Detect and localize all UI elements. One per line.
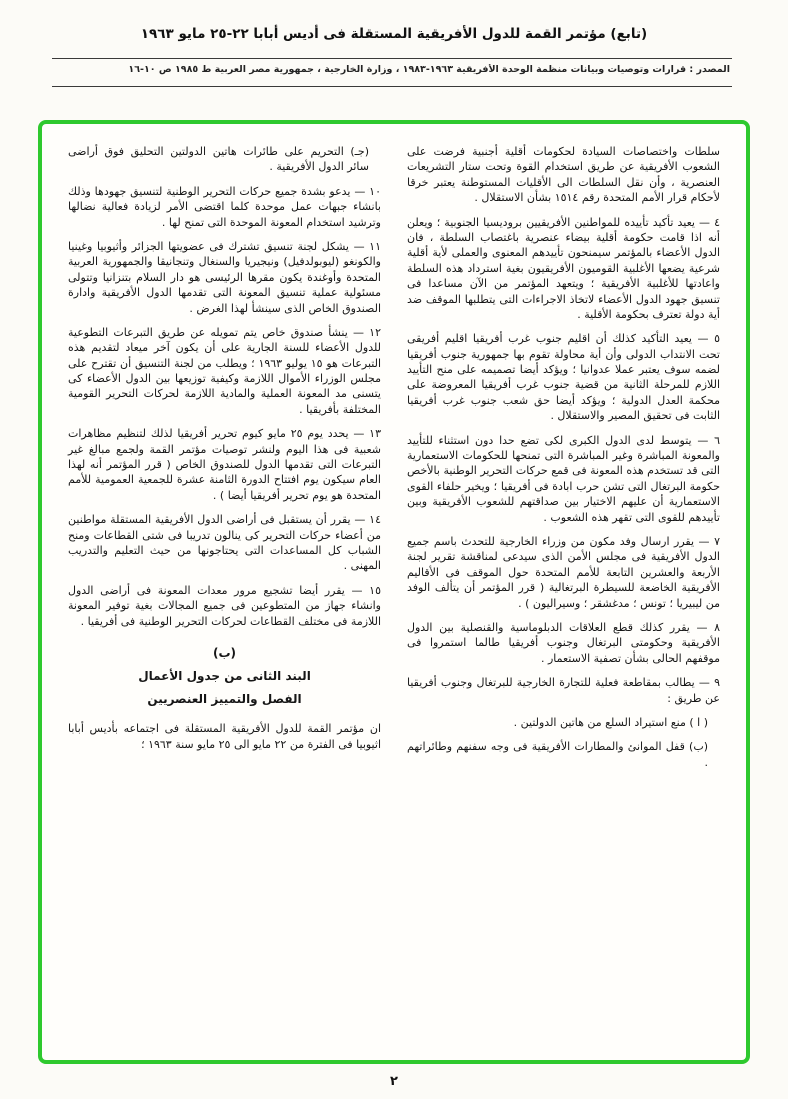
paragraph-item-7: ٧ — يقرر ارسال وفد مكون من وزراء الخارجية للتحدث باسم جميع الدول الأفريقية فى مجلس الأمن الذى سيدعى لمناقشة تقرير لجنة الأربعة والعشرين التابعة للأمم المتحدة حول الموقف فى الأقاليم الأفريقية الخاضعة للسيطرة البرتغالية ( قرر المؤتمر أن يتألف الوفد من ليبيريا ؛ تونس ؛ مدغشقر ؛ وسيراليون ) . <box>407 534 720 610</box>
horizontal-rule <box>52 86 732 87</box>
content-border-box <box>38 120 750 1064</box>
right-column <box>407 144 720 1046</box>
left-column <box>68 144 381 1046</box>
subitem-a: ( ا ) منع استيراد السلع من هاتين الدولتين . <box>513 715 708 729</box>
paragraph-item-8: ٨ — يقرر كذلك قطع العلاقات الدبلوماسية والقنصلية بين الدول الأفريقية وحكومتى البرتغال وجنوب أفريقيا طالما استمروا فى موقفهم الحالى بشأن تصفية الاستعمار . <box>407 620 720 665</box>
source-line: المصدر : قرارات وتوصيات وبيانات منظمة الوحدة الأفريقية ١٩٦٣-١٩٨٣ ، وزارة الخارجية ، جمهورية مصر العربية ط ١٩٨٥ ص ١٠-١٦ <box>128 64 730 75</box>
section-heading-line1: البند الثانى من جدول الأعمال <box>138 668 311 683</box>
paragraph-item-4: ٤ — يعيد تأكيد تأييده للمواطنين الأفريقيين بروديسيا الجنوبية ؛ ويعلن أنه اذا قامت حكومة أقلية بيضاء عنصرية باغتصاب السلطة ، فان الدول الأعضاء بالمؤتمر سيمنحون تأييدهم المعنوى والعملى لأية أقلية شرعية يضعها الأغلبية القوميون الأفريقيون بغية استرداد هذه السلطة واعادتها للأغلبية الأفريقية ؛ ويتعهد المؤتمر من الآن مساعدا فى تنسيق جهود الدول الأعضاء لاتخاذ الاجراءات التى يتطلبها الموقف ضد أية دولة تعترف بحكومة الأقلية . <box>407 215 720 321</box>
paragraph-item-11: ١١ — يشكل لجنة تنسيق تشترك فى عضويتها الجزائر وأثيوبيا وغينيا والكونغو (ليوبولدفيل) ونيجيريا والسنغال وتنجانيقا والجمهورية العربية المتحدة وأوغندة يكون مقرها الرئيسى هو دار السلام بتنزانيا وتتولى مسئولية عملية تنسيق المعونة التى تقدمها الدول الأفريقية وادارة الصندوق الخاص الذى سينشأ لهذا الغرض . <box>68 239 381 315</box>
paragraph-item-15: ١٥ — يقرر أيضا تشجيع مرور معدات المعونة فى أراضى الدول وانشاء جهاز من المتطوعين فى جميع المجالات بغية توفير المعونة اللازمة فى مختلف القطاعات لحركات التحرير الوطنية فى أفريقيا . <box>68 583 381 628</box>
paragraph-item-10: ١٠ — يدعو بشدة جميع حركات التحرير الوطنية لتنسيق جهودها وذلك بانشاء جبهات عمل موحدة كلما اقتضى الأمر لزيادة فعالية نضالها وترشيد استخدام المعونة الموحدة التى تمنح لها . <box>68 184 381 229</box>
subitem-j: (جـ) التحريم على طائرات هاتين الدولتين التحليق فوق أراضى سائر الدول الأفريقية . <box>68 145 369 174</box>
horizontal-rule <box>52 58 732 59</box>
section-marker: (ب) <box>212 645 237 660</box>
paragraph-item-5: ٥ — يعيد التأكيد كذلك أن اقليم جنوب غرب أفريقيا اقليم أفريقى تحت الانتداب الدولى وأن أية محاولة تقوم بها جمهورية جنوب أفريقيا لضمه سوف يعتبر عملا عدوانيا ؛ ويؤكد أيضا تصميمه على منح التأييد اللازم للمرحلة الثانية من قضية جنوب غرب أفريقيا المعروضة على محكمة العدل الدولية ؛ ويؤكد أيضا حق شعب جنوب غرب أفريقيا الثابت فى تحقيق المصير والاستقلال . <box>407 332 720 423</box>
page-title: (تابع) مؤتمر القمة للدول الأفريقية المستقلة فى أديس أبابا ٢٢-٢٥ مايو ١٩٦٣ <box>140 26 648 42</box>
paragraph-item-12: ١٢ — ينشأ صندوق خاص يتم تمويله عن طريق التبرعات التطوعية للدول الأعضاء للسنة الجارية على أن يكون آخر ميعاد لتقديم هذه التبرعات هو ١٥ يوليو ١٩٦٣ ؛ ويطلب من لجنة التنسيق أن تقترح على مجلس الوزراء الأموال اللازمة وكيفية توزيعها بين الدول الأعضاء كى يتسنى مد المعونة العملية والمادية اللازمة لحركات التحرير القومية المختلفة بأفريقيا . <box>68 325 381 416</box>
paragraph-item-9: ٩ — يطالب بمقاطعة فعلية للتجارة الخارجية للبرتغال وجنوب أفريقيا عن طريق : <box>407 676 720 705</box>
subitem-b: (ب) قفل الموانئ والمطارات الأفريقية فى وجه سفنهم وطائراتهم . <box>407 740 708 769</box>
paragraph-item-6: ٦ — يتوسط لدى الدول الكبرى لكى تضع حدا دون استثناء للتأييد والمعونة المباشرة وغير المباشرة التى تمنحها للحكومات الاستعمارية التى قد تستخدم هذه المعونة فى قمع حركات التحرير الوطنية بالأخص حكومة البرتغال التى تشن حرب ابادة فى أفريقيا ؛ ويخير حلفاء القوى الاستعمارية أن عليهم الاختيار بين صداقتهم للشعوب الأفريقية وبين تأييدهم للقوى التى تقهر هذه الشعوب . <box>407 433 720 524</box>
paragraph-item-14: ١٤ — يقرر أن يستقبل فى أراضى الدول الأفريقية المستقلة مواطنين من أعضاء حركات التحرير كى ينالون تدريبا فى شتى القطاعات ومنح الشباب كل المساعدات التى يحتاجونها من حيث التعليم والتدريب المهنى . <box>68 513 381 573</box>
two-column-layout <box>68 144 720 1046</box>
closing-paragraph: ان مؤتمر القمة للدول الأفريقية المستقلة فى اجتماعه بأديس أبابا اثيوبيا فى الفترة من ٢٢ مايو الى ٢٥ مايو سنة ١٩٦٣ ؛ <box>68 722 381 751</box>
section-heading-line2: الفصل والتمييز العنصريين <box>147 691 302 706</box>
paragraph-item-13: ١٣ — يحدد يوم ٢٥ مايو كيوم تحرير أفريقيا لذلك لتنظيم مظاهرات شعبية فى هذا اليوم ولنشر توصيات مؤتمر القمة ولجمع مبالغ غير التبرعات التى تقدمها الدول للصندوق الخاص ( قرر المؤتمر أنه لهذا العام سيكون يوم افتتاح الدورة الثامنة عشرة للجمعية العمومية للأمم المتحدة هو يوم تحرير أفريقيا أيضا ) . <box>68 427 381 502</box>
page-number: ٢ <box>390 1074 398 1089</box>
paragraph: سلطات واختصاصات السيادة لحكومات أقلية أجنبية فرضت على الشعوب الأفريقية عن طريق استخدام القوة وتحت ستار التشريعات العنصرية ، وأن نقل السلطات الى الأقليات المستوطنة يعتبر خرقا لأحكام قرار الأمم المتحدة رقم ١٥١٤ بشأن الاستقلال . <box>407 145 720 205</box>
